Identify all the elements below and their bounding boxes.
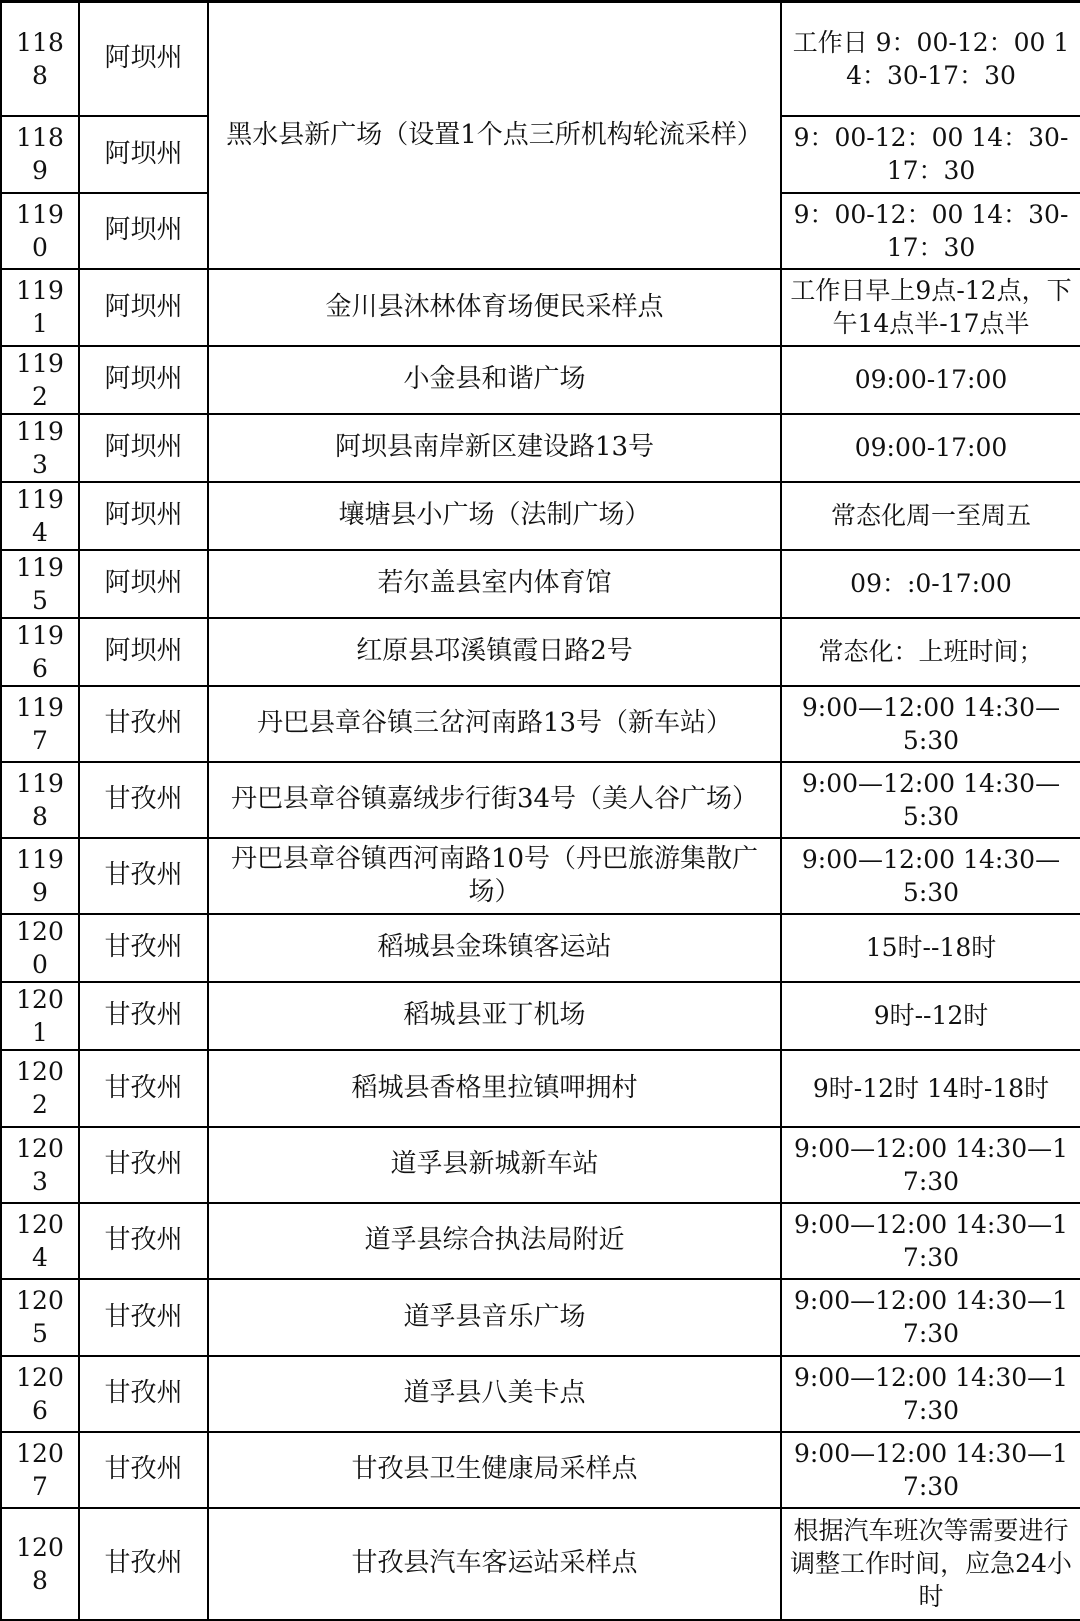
prefecture-cell: 阿坝州	[79, 414, 208, 482]
prefecture-cell: 甘孜州	[79, 1279, 208, 1356]
table-row	[1, 1508, 1080, 1620]
table-row	[1, 1050, 1080, 1127]
hours-cell: 工作日早上9点-12点，下午14点半-17点半	[781, 269, 1080, 346]
hours-cell: 9:00—12:00 14:30—17:30	[781, 1127, 1080, 1203]
site-cell: 丹巴县章谷镇三岔河南路13号（新车站）	[208, 686, 781, 762]
hours-cell: 9：00-12：00 14：30-17：30	[781, 116, 1080, 193]
site-cell: 稻城县亚丁机场	[208, 982, 781, 1050]
site-cell: 黑水县新广场（设置1个点三所机构轮流采样）	[208, 2, 781, 269]
row-number: 1208	[1, 1508, 79, 1620]
table-row	[1, 762, 1080, 838]
site-cell: 道孚县音乐广场	[208, 1279, 781, 1356]
table-row	[1, 686, 1080, 762]
row-number: 1206	[1, 1356, 79, 1432]
table-row	[1, 482, 1080, 550]
prefecture-cell: 阿坝州	[79, 116, 208, 193]
row-number: 1200	[1, 914, 79, 982]
prefecture-cell: 阿坝州	[79, 618, 208, 686]
table-row	[1, 1203, 1080, 1279]
table-row	[1, 982, 1080, 1050]
prefecture-cell: 甘孜州	[79, 838, 208, 914]
hours-cell: 09：:0-17:00	[781, 550, 1080, 618]
hours-cell: 9时--12时	[781, 982, 1080, 1050]
hours-cell: 9时-12时 14时-18时	[781, 1050, 1080, 1127]
table-row	[1, 414, 1080, 482]
row-number: 1190	[1, 193, 79, 269]
hours-cell: 09:00-17:00	[781, 414, 1080, 482]
table-row	[1, 1127, 1080, 1203]
row-number: 1195	[1, 550, 79, 618]
hours-cell: 9:00—12:00 14:30—17:30	[781, 1356, 1080, 1432]
site-cell: 道孚县八美卡点	[208, 1356, 781, 1432]
site-cell: 丹巴县章谷镇西河南路10号（丹巴旅游集散广场）	[208, 838, 781, 914]
table-row	[1, 346, 1080, 414]
site-cell: 道孚县新城新车站	[208, 1127, 781, 1203]
table-row	[1, 550, 1080, 618]
site-cell: 稻城县金珠镇客运站	[208, 914, 781, 982]
row-number: 1189	[1, 116, 79, 193]
hours-cell: 常态化周一至周五	[781, 482, 1080, 550]
table-row	[1, 838, 1080, 914]
row-number: 1193	[1, 414, 79, 482]
prefecture-cell: 甘孜州	[79, 1050, 208, 1127]
hours-cell: 09:00-17:00	[781, 346, 1080, 414]
site-cell: 若尔盖县室内体育馆	[208, 550, 781, 618]
table-row	[1, 914, 1080, 982]
hours-cell: 9：00-12：00 14：30-17：30	[781, 193, 1080, 269]
prefecture-cell: 阿坝州	[79, 269, 208, 346]
hours-cell: 9:00—12:00 14:30—5:30	[781, 762, 1080, 838]
prefecture-cell: 甘孜州	[79, 1127, 208, 1203]
site-cell: 阿坝县南岸新区建设路13号	[208, 414, 781, 482]
row-number: 1201	[1, 982, 79, 1050]
site-cell: 甘孜县卫生健康局采样点	[208, 1432, 781, 1508]
hours-cell: 工作日 9：00-12：00 14：30-17：30	[781, 2, 1080, 116]
site-cell: 丹巴县章谷镇嘉绒步行街34号（美人谷广场）	[208, 762, 781, 838]
site-cell: 红原县邛溪镇霞日路2号	[208, 618, 781, 686]
hours-cell: 15时--18时	[781, 914, 1080, 982]
row-number: 1194	[1, 482, 79, 550]
table-row	[1, 618, 1080, 686]
table-row	[1, 2, 1080, 116]
row-number: 1202	[1, 1050, 79, 1127]
prefecture-cell: 甘孜州	[79, 1356, 208, 1432]
prefecture-cell: 阿坝州	[79, 482, 208, 550]
site-cell: 壤塘县小广场（法制广场）	[208, 482, 781, 550]
prefecture-cell: 甘孜州	[79, 686, 208, 762]
prefecture-cell: 甘孜州	[79, 914, 208, 982]
hours-cell: 9:00—12:00 14:30—17:30	[781, 1432, 1080, 1508]
hours-cell: 常态化：上班时间；	[781, 618, 1080, 686]
prefecture-cell: 甘孜州	[79, 1508, 208, 1620]
row-number: 1188	[1, 2, 79, 116]
row-number: 1196	[1, 618, 79, 686]
prefecture-cell: 甘孜州	[79, 982, 208, 1050]
row-number: 1207	[1, 1432, 79, 1508]
row-number: 1199	[1, 838, 79, 914]
prefecture-cell: 阿坝州	[79, 346, 208, 414]
row-number: 1204	[1, 1203, 79, 1279]
table-row	[1, 1279, 1080, 1356]
row-number: 1192	[1, 346, 79, 414]
site-cell: 小金县和谐广场	[208, 346, 781, 414]
hours-cell: 根据汽车班次等需要进行调整工作时间，应急24小时	[781, 1508, 1080, 1620]
row-number: 1197	[1, 686, 79, 762]
row-number: 1198	[1, 762, 79, 838]
hours-cell: 9:00—12:00 14:30—5:30	[781, 686, 1080, 762]
row-number: 1205	[1, 1279, 79, 1356]
row-number: 1191	[1, 269, 79, 346]
hours-cell: 9:00—12:00 14:30—5:30	[781, 838, 1080, 914]
hours-cell: 9:00—12:00 14:30—17:30	[781, 1203, 1080, 1279]
table-row	[1, 1356, 1080, 1432]
table-row	[1, 1432, 1080, 1508]
prefecture-cell: 阿坝州	[79, 193, 208, 269]
row-number: 1203	[1, 1127, 79, 1203]
site-cell: 甘孜县汽车客运站采样点	[208, 1508, 781, 1620]
site-cell: 金川县沐林体育场便民采样点	[208, 269, 781, 346]
prefecture-cell: 甘孜州	[79, 1203, 208, 1279]
hours-cell: 9:00—12:00 14:30—17:30	[781, 1279, 1080, 1356]
prefecture-cell: 阿坝州	[79, 550, 208, 618]
prefecture-cell: 阿坝州	[79, 2, 208, 116]
site-cell: 道孚县综合执法局附近	[208, 1203, 781, 1279]
prefecture-cell: 甘孜州	[79, 762, 208, 838]
table-row	[1, 269, 1080, 346]
prefecture-cell: 甘孜州	[79, 1432, 208, 1508]
site-cell: 稻城县香格里拉镇呷拥村	[208, 1050, 781, 1127]
